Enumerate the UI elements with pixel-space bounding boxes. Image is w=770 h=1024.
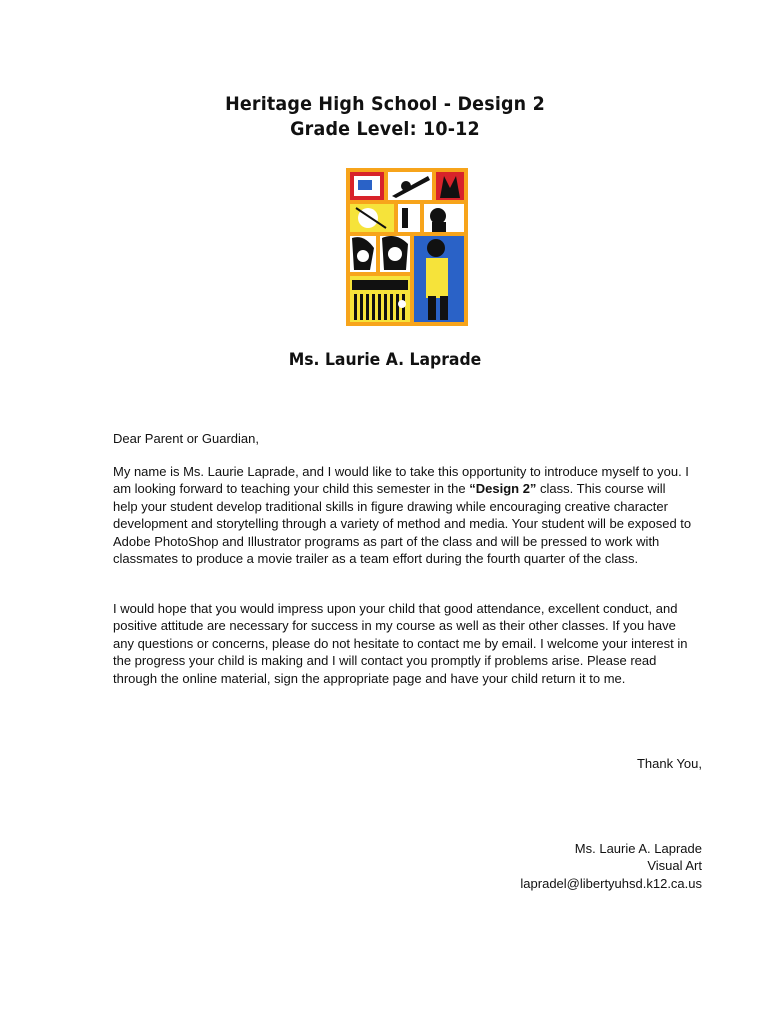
expectations-paragraph	[113, 600, 693, 687]
signature-name: Ms. Laurie A. Laprade	[574, 841, 702, 856]
expectations-text: I would hope that you would impress upon your child that good attendance, excellent conduct, and positive attitude are necessary for success in my course as well as their other classes. If you have any questions or concerns, please do not hesitate to contact me by email. I welcome your interest in the progress your child is making and I will contact you promptly if problems arise. Please read through the online material, sign the appropriate page and have your child return it to me.	[113, 601, 688, 686]
intro-text-start: My name is Ms. Laurie Laprade, and I would like to take this opportunity to introduce myself to you. I am looking forward to teaching your child this semester in the	[113, 464, 689, 497]
comic-panels-artwork-icon	[346, 168, 468, 326]
document-title: Heritage High School - Design 2	[225, 93, 545, 115]
signature-department: Visual Art	[647, 858, 702, 874]
intro-paragraph	[113, 463, 693, 567]
signature-block	[520, 840, 702, 892]
course-name: “Design 2”	[469, 481, 537, 497]
grade-level: Grade Level: 10-12	[290, 118, 480, 140]
teacher-name: Ms. Laurie A. Laprade	[288, 350, 482, 370]
signature-email[interactable]: lapradel@libertyuhsd.k12.ca.us	[520, 875, 702, 891]
intro-text-end: class. This course will help your student develop traditional skills in figure drawing while encouraging creative character development and storytelling through a variety of method and media. Your student will be exposed to Adobe PhotoShop and Illustrator programs as part of the class and will be pressed to work with classmates to produce a movie trailer as a team effort during the fourth quarter of the class.	[113, 481, 692, 567]
salutation: Dear Parent or Guardian,	[113, 431, 259, 446]
closing: Thank You,	[636, 756, 702, 771]
